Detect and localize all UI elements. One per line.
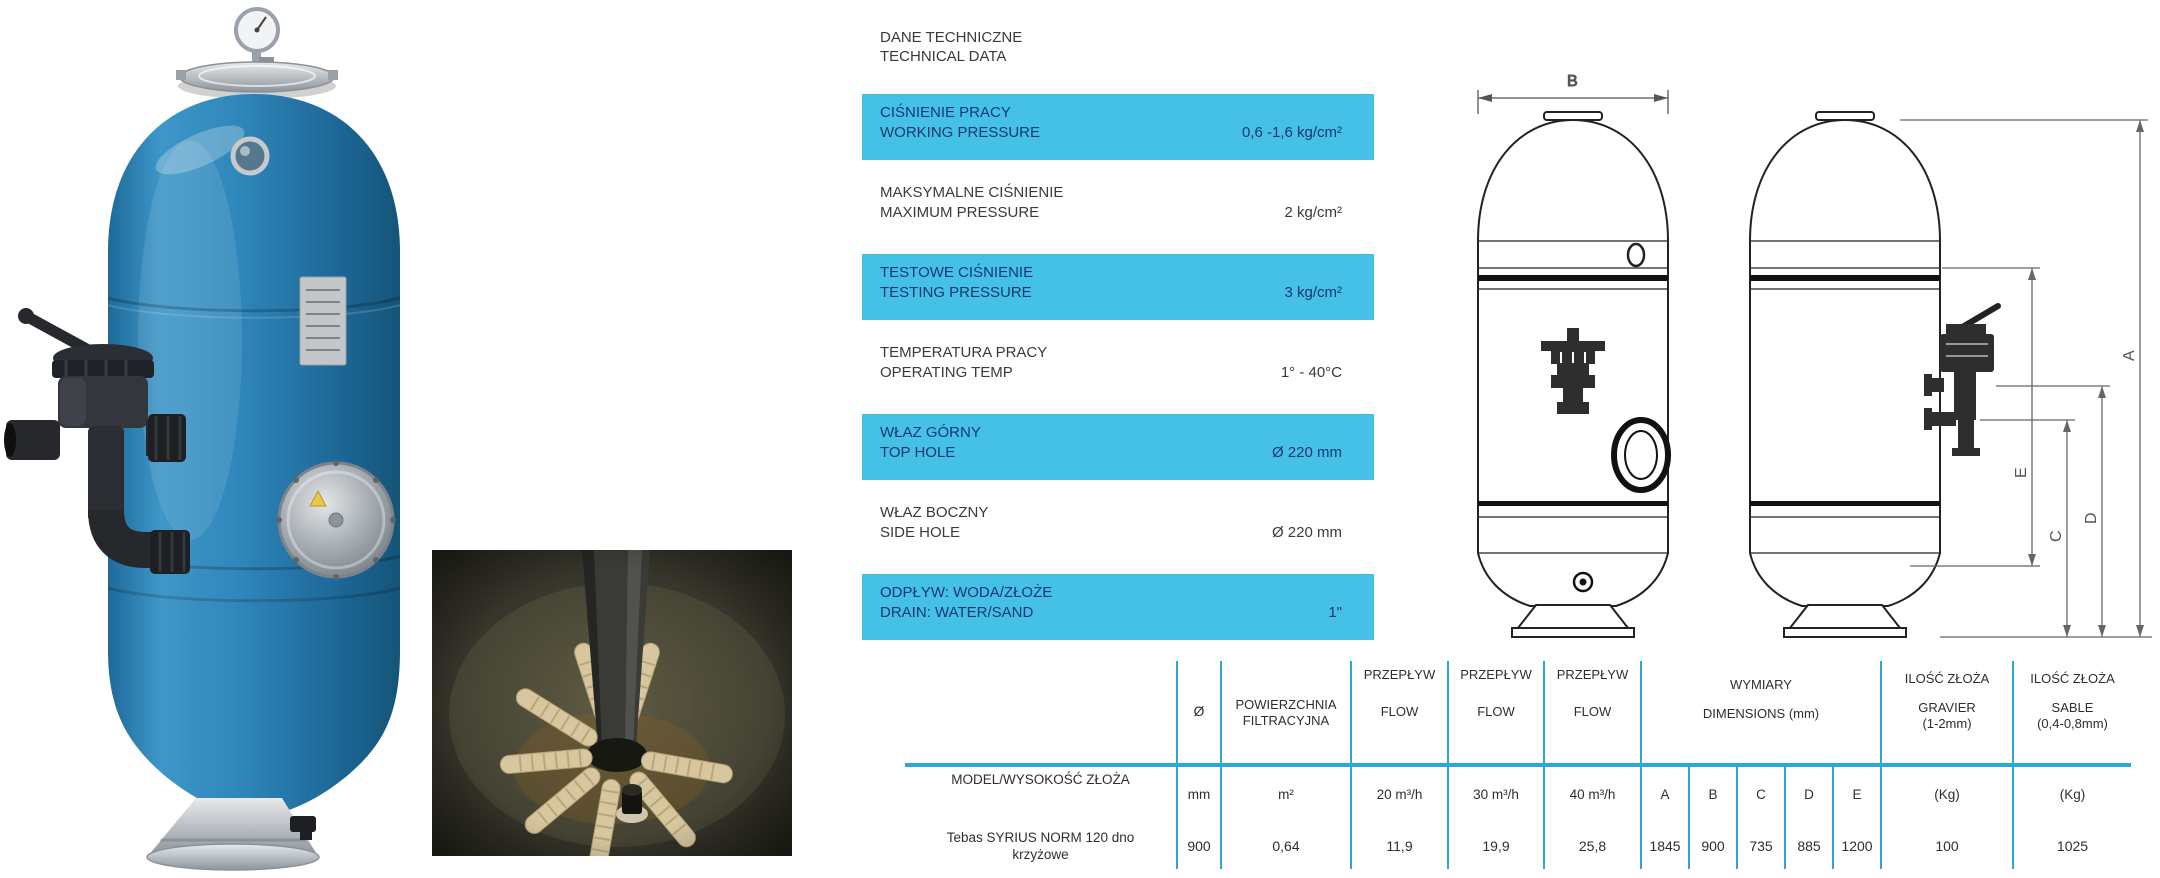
unit-cell: A bbox=[1641, 765, 1689, 822]
spec-label-en: TESTING PRESSURE bbox=[880, 284, 1032, 301]
spec-label-pl: CIŚNIENIE PRACY bbox=[880, 104, 1011, 121]
header-dimensions: WYMIARY DIMENSIONS (mm) bbox=[1641, 661, 1881, 765]
unit-cell: (Kg) bbox=[2013, 765, 2131, 822]
unit-cell: E bbox=[1833, 765, 1881, 822]
unit-cell: (Kg) bbox=[1881, 765, 2013, 822]
section-title-pl: DANE TECHNICZNE bbox=[880, 29, 1023, 46]
drain-fitting bbox=[290, 816, 316, 832]
value-cell: 885 bbox=[1785, 822, 1833, 869]
model-spec-table bbox=[905, 661, 2131, 869]
spec-row-top-hole bbox=[862, 414, 1374, 480]
model-column-header: MODEL/WYSOKOŚĆ ZŁOŻA bbox=[951, 772, 1130, 787]
laterals-photo-graphic bbox=[432, 550, 792, 856]
spec-value: 0,6 -1,6 kg/cm² bbox=[1241, 124, 1342, 141]
value-cell: 100 bbox=[1881, 822, 2013, 869]
spec-label-pl: ODPŁYW: WODA/ZŁOŻE bbox=[880, 584, 1053, 601]
technical-data-section bbox=[862, 28, 1374, 654]
spec-value: Ø 220 mm bbox=[1271, 524, 1342, 541]
laterals-inset-photo bbox=[432, 550, 792, 856]
model-cell bbox=[905, 765, 1177, 869]
spec-label-pl: WŁAZ GÓRNY bbox=[880, 424, 981, 441]
value-cell: 1845 bbox=[1641, 822, 1689, 869]
value-cell: 11,9 bbox=[1351, 822, 1448, 869]
table-units-row bbox=[905, 765, 2131, 822]
sight-glass bbox=[233, 139, 267, 173]
header-flow-30: PRZEPŁYW FLOW bbox=[1448, 661, 1544, 765]
header-gravel: ILOŚĆ ZŁOŻA GRAVIER (1-2mm) bbox=[1881, 661, 2013, 765]
dimension-drawings bbox=[1440, 56, 2160, 648]
spec-value: Ø 220 mm bbox=[1271, 444, 1342, 461]
value-cell: 1200 bbox=[1833, 822, 1881, 869]
spec-row-working-pressure bbox=[862, 94, 1374, 160]
spec-value: 2 kg/cm² bbox=[1284, 204, 1342, 221]
header-model-spacer bbox=[905, 661, 1177, 765]
header-diameter: Ø bbox=[1177, 661, 1221, 765]
value-cell: 900 bbox=[1689, 822, 1737, 869]
spec-row-drain bbox=[862, 574, 1374, 640]
nameplate bbox=[300, 277, 346, 365]
header-flow-40: PRZEPŁYW FLOW bbox=[1544, 661, 1641, 765]
value-cell: 19,9 bbox=[1448, 822, 1544, 869]
spec-row-side-hole bbox=[862, 494, 1374, 560]
spec-label-pl: WŁAZ BOCZNY bbox=[880, 504, 989, 521]
base-stand bbox=[147, 798, 319, 870]
spec-value: 1° - 40°C bbox=[1280, 364, 1342, 381]
side-view-drawing bbox=[1750, 112, 1940, 637]
filter-photo-graphic bbox=[0, 0, 430, 878]
dim-label-e: E bbox=[2013, 467, 2030, 478]
section-title-en: TECHNICAL DATA bbox=[880, 48, 1007, 65]
dimension-b bbox=[1478, 73, 1668, 114]
spec-row-testing-pressure bbox=[862, 254, 1374, 320]
spec-label-pl: MAKSYMALNE CIŚNIENIE bbox=[880, 184, 1064, 201]
spec-label-en: SIDE HOLE bbox=[880, 524, 961, 541]
unit-cell: 40 m³/h bbox=[1544, 765, 1641, 822]
filter-product-photo bbox=[0, 0, 430, 878]
spec-label-pl: TEMPERATURA PRACY bbox=[880, 344, 1048, 361]
spec-value: 1" bbox=[1328, 604, 1342, 621]
value-cell: 25,8 bbox=[1544, 822, 1641, 869]
unit-cell: mm bbox=[1177, 765, 1221, 822]
dimension-drawing-graphic bbox=[1440, 56, 2160, 648]
spec-row-maximum-pressure bbox=[862, 174, 1374, 240]
spec-label-en: OPERATING TEMP bbox=[880, 364, 1013, 381]
spec-label-en: WORKING PRESSURE bbox=[880, 124, 1041, 141]
spec-value: 3 kg/cm² bbox=[1284, 284, 1342, 301]
value-cell: 0,64 bbox=[1221, 822, 1351, 869]
value-cell: 900 bbox=[1177, 822, 1221, 869]
model-name: Tebas SYRIUS NORM 120 dno krzyżowe bbox=[946, 830, 1135, 862]
front-view-drawing bbox=[1478, 112, 1668, 637]
header-filter-area: POWIERZCHNIA FILTRACYJNA bbox=[1221, 661, 1351, 765]
spec-label-en: TOP HOLE bbox=[880, 444, 956, 461]
value-cell: 735 bbox=[1737, 822, 1785, 869]
unit-cell: 30 m³/h bbox=[1448, 765, 1544, 822]
unit-cell: C bbox=[1737, 765, 1785, 822]
header-sand: ILOŚĆ ZŁOŻA SABLE (0,4-0,8mm) bbox=[2013, 661, 2131, 765]
spec-row-operating-temp bbox=[862, 334, 1374, 400]
side-manhole bbox=[276, 460, 396, 580]
unit-cell: D bbox=[1785, 765, 1833, 822]
unit-cell: B bbox=[1689, 765, 1737, 822]
spec-label-en: DRAIN: WATER/SAND bbox=[880, 604, 1034, 621]
dim-label-d: D bbox=[2083, 512, 2100, 524]
table-header-row bbox=[905, 661, 2131, 765]
unit-cell: 20 m³/h bbox=[1351, 765, 1448, 822]
dim-label-c: C bbox=[2048, 530, 2065, 542]
value-cell: 1025 bbox=[2013, 822, 2131, 869]
dim-label-a: A bbox=[2121, 350, 2138, 361]
section-title bbox=[862, 28, 1374, 66]
spec-label-en: MAXIMUM PRESSURE bbox=[880, 204, 1040, 221]
spec-label-pl: TESTOWE CIŚNIENIE bbox=[880, 264, 1034, 281]
header-flow-20: PRZEPŁYW FLOW bbox=[1351, 661, 1448, 765]
top-lid bbox=[176, 62, 338, 99]
dim-label-b: B bbox=[1567, 73, 1578, 90]
unit-cell: m² bbox=[1221, 765, 1351, 822]
